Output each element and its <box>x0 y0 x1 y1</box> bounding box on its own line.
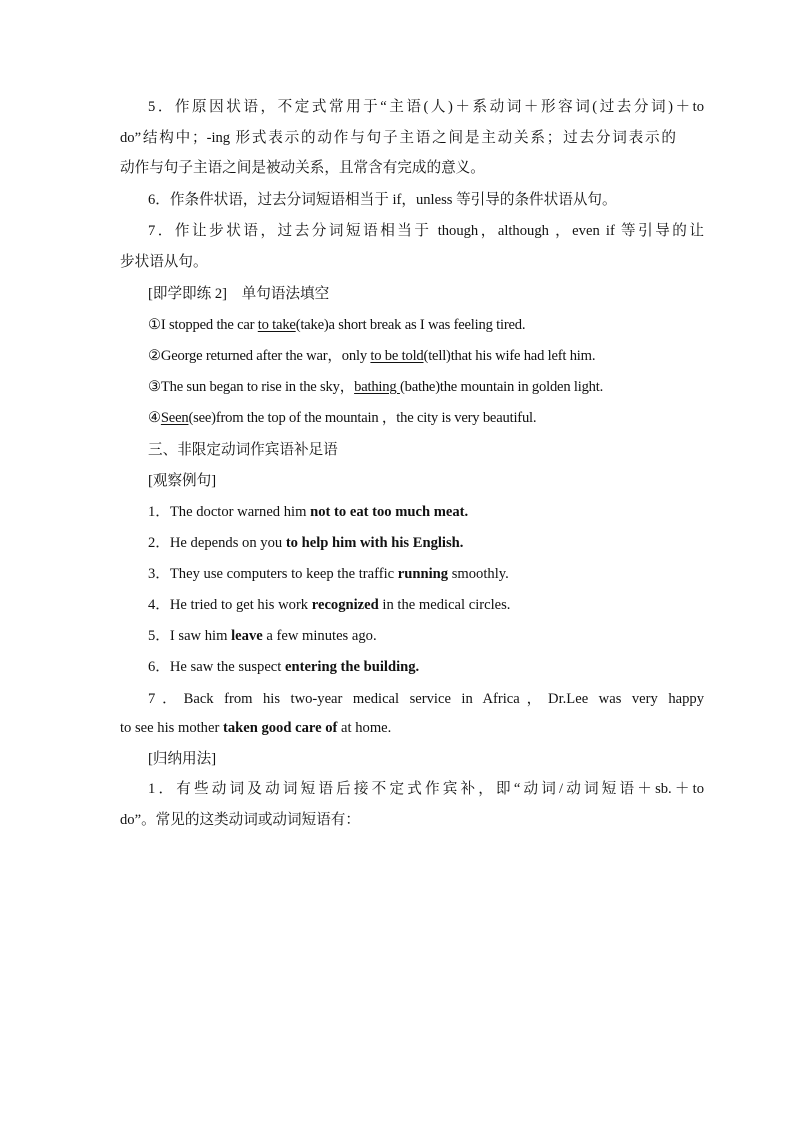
example-text: smoothly. <box>448 566 509 582</box>
rule5-line1: 5．作原因状语，不定式常用于“主语(人)＋系动词＋形容词(过去分词)＋to <box>148 99 704 115</box>
example-text: in the medical circles. <box>378 597 511 613</box>
exercise-item-text: (see)from the top of the mountain ，the city is very beautiful. <box>188 410 537 426</box>
example-sentence <box>148 502 704 522</box>
example-emphasis: entering the building. <box>285 659 420 675</box>
example-sentence <box>148 564 704 584</box>
exercise-item-text: ②George returned after the war，only <box>148 348 371 364</box>
example-emphasis: leave <box>231 628 263 644</box>
example-text: 5．I saw him <box>148 628 232 644</box>
exercise-answer: bathing <box>354 379 400 395</box>
example-text: 6．He saw the suspect <box>148 659 285 675</box>
example-text: 1．The doctor warned him <box>148 504 311 520</box>
example-sentence <box>148 626 704 646</box>
exercise2-heading: [即学即练 2] 单句语法填空 <box>148 286 330 302</box>
exercise-answer: Seen <box>160 410 189 426</box>
rule7-line1: 7．作让步状语，过去分词短语相当于 though，although ，even if 等引导的让 <box>148 223 704 239</box>
example7-line2 <box>120 718 676 738</box>
exercise-item-text: ④ <box>148 410 161 426</box>
example-emphasis: not to eat too much meat. <box>310 504 469 520</box>
exercise-item-text: (take)a short break as I was feeling tired. <box>295 317 526 333</box>
example-text: 3．They use computers to keep the traffic <box>148 566 398 582</box>
example-emphasis: to help him with his English. <box>285 535 464 551</box>
exercise-answer: to take <box>257 317 296 333</box>
example-sentence <box>148 657 704 677</box>
example-sentence <box>148 595 704 615</box>
exercise-item <box>148 377 704 397</box>
example-text: a few minutes ago. <box>262 628 377 644</box>
rule5-line2: do”结构中；-ing 形式表示的动作与句子主语之间是主动关系；过去分词表示的 <box>120 130 676 146</box>
exercise-item-text: ③The sun began to rise in the sky， <box>148 379 355 395</box>
section-title: 三、非限定动词作宾语补足语 <box>148 442 338 458</box>
example-emphasis: recognized <box>311 597 379 613</box>
summary-heading: [归纳用法] <box>148 751 217 767</box>
exercise-item <box>148 346 704 366</box>
example-text: 2．He depends on you <box>148 535 286 551</box>
exercise-item-text: ①I stopped the car <box>148 317 258 333</box>
exercise-item <box>148 315 704 335</box>
rule6: 6．作条件状语，过去分词短语相当于 if，unless 等引导的条件状语从句。 <box>148 192 617 208</box>
rule7-line2: 步状语从句。 <box>120 254 208 270</box>
example7-line1: 7．Back from his two-year medical service in Africa，Dr.Lee was very happy <box>148 691 704 707</box>
summary1-line1: 1．有些动词及动词短语后接不定式作宾补，即“动词/动词短语＋sb.＋to <box>148 781 704 797</box>
exercise-item <box>148 408 704 428</box>
observe-heading: [观察例句] <box>148 473 217 489</box>
example-text: 4．He tried to get his work <box>148 597 312 613</box>
example-text: at home. <box>337 720 392 736</box>
example-text: to see his mother <box>120 720 223 736</box>
exercise-item-text: (tell)that his wife had left him. <box>423 348 596 364</box>
example-emphasis: running <box>397 566 449 582</box>
example-emphasis: taken good care of <box>222 720 338 736</box>
example-sentence <box>148 533 704 553</box>
summary1-line2: do”。常见的这类动词或动词短语有： <box>120 812 360 828</box>
exercise-item-text: (bathe)the mountain in golden light. <box>399 379 604 395</box>
exercise-answer: to be told <box>370 348 424 364</box>
rule5-line3: 动作与句子主语之间是被动关系，且常含有完成的意义。 <box>120 160 485 176</box>
